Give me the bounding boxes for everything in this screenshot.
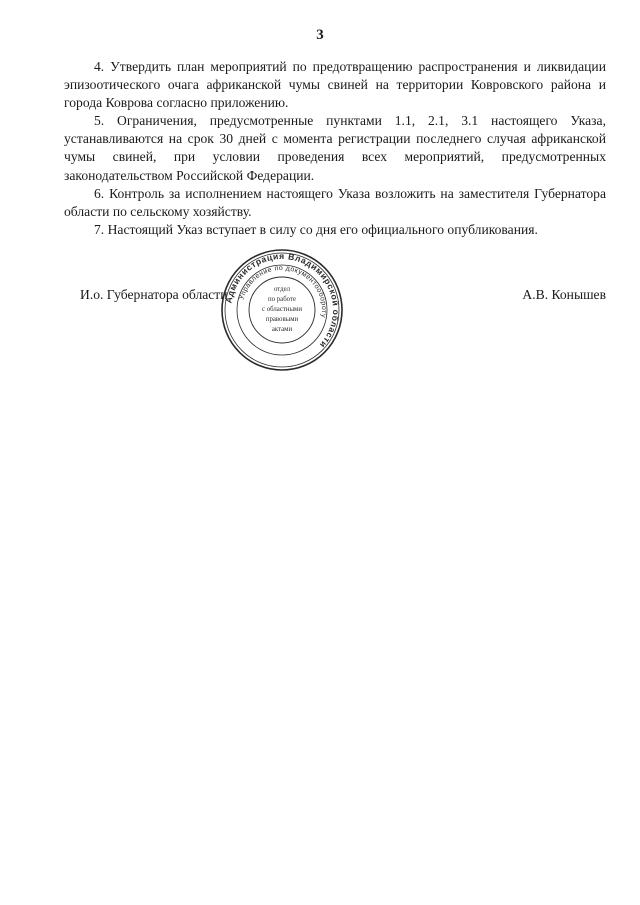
official-stamp (220, 248, 344, 372)
stamp-center-line-3: с областными (262, 306, 302, 313)
stamp-center-line-5: актами (271, 326, 293, 333)
signatory-title: И.о. Губернатора области (80, 287, 228, 302)
signatory-name: А.В. Конышев (522, 287, 606, 302)
paragraph-4: 4. Утвердить план мероприятий по предотвращению распространения и ликвидации эпизоотического очага африканской чумы свиней на территории Ковровского района и города Коврова согласно приложению. (64, 59, 606, 111)
paragraph-6: 6. Контроль за исполнением настоящего Указа возложить на заместителя Губернатора области по сельскому хозяйству. (64, 185, 606, 219)
paragraph-5: 5. Ограничения, предусмотренные пунктами 1.1, 2.1, 3.1 настоящего Указа, устанавливаются на срок 30 дней с момента регистрации последнего случая африканской чумы свиней, при условии проведения всех мероприятий, предусмотренных законодательством Российской Федерации. (64, 113, 606, 183)
page-number: 3 (316, 27, 324, 43)
stamp-inner-ring-text: Управление по документообороту (238, 264, 328, 319)
stamp-center-line-4: правовыми (265, 316, 299, 323)
paragraph-7: 7. Настоящий Указ вступает в силу со дня его официального опубликования. (94, 221, 538, 237)
stamp-center (262, 286, 302, 333)
stamp-outer-ring-text: Администрация Владимирской области (223, 250, 342, 351)
stamp-center-line-2: по работе (268, 296, 296, 303)
document-body (64, 58, 606, 239)
stamp-center-line-1: отдел (273, 286, 291, 293)
